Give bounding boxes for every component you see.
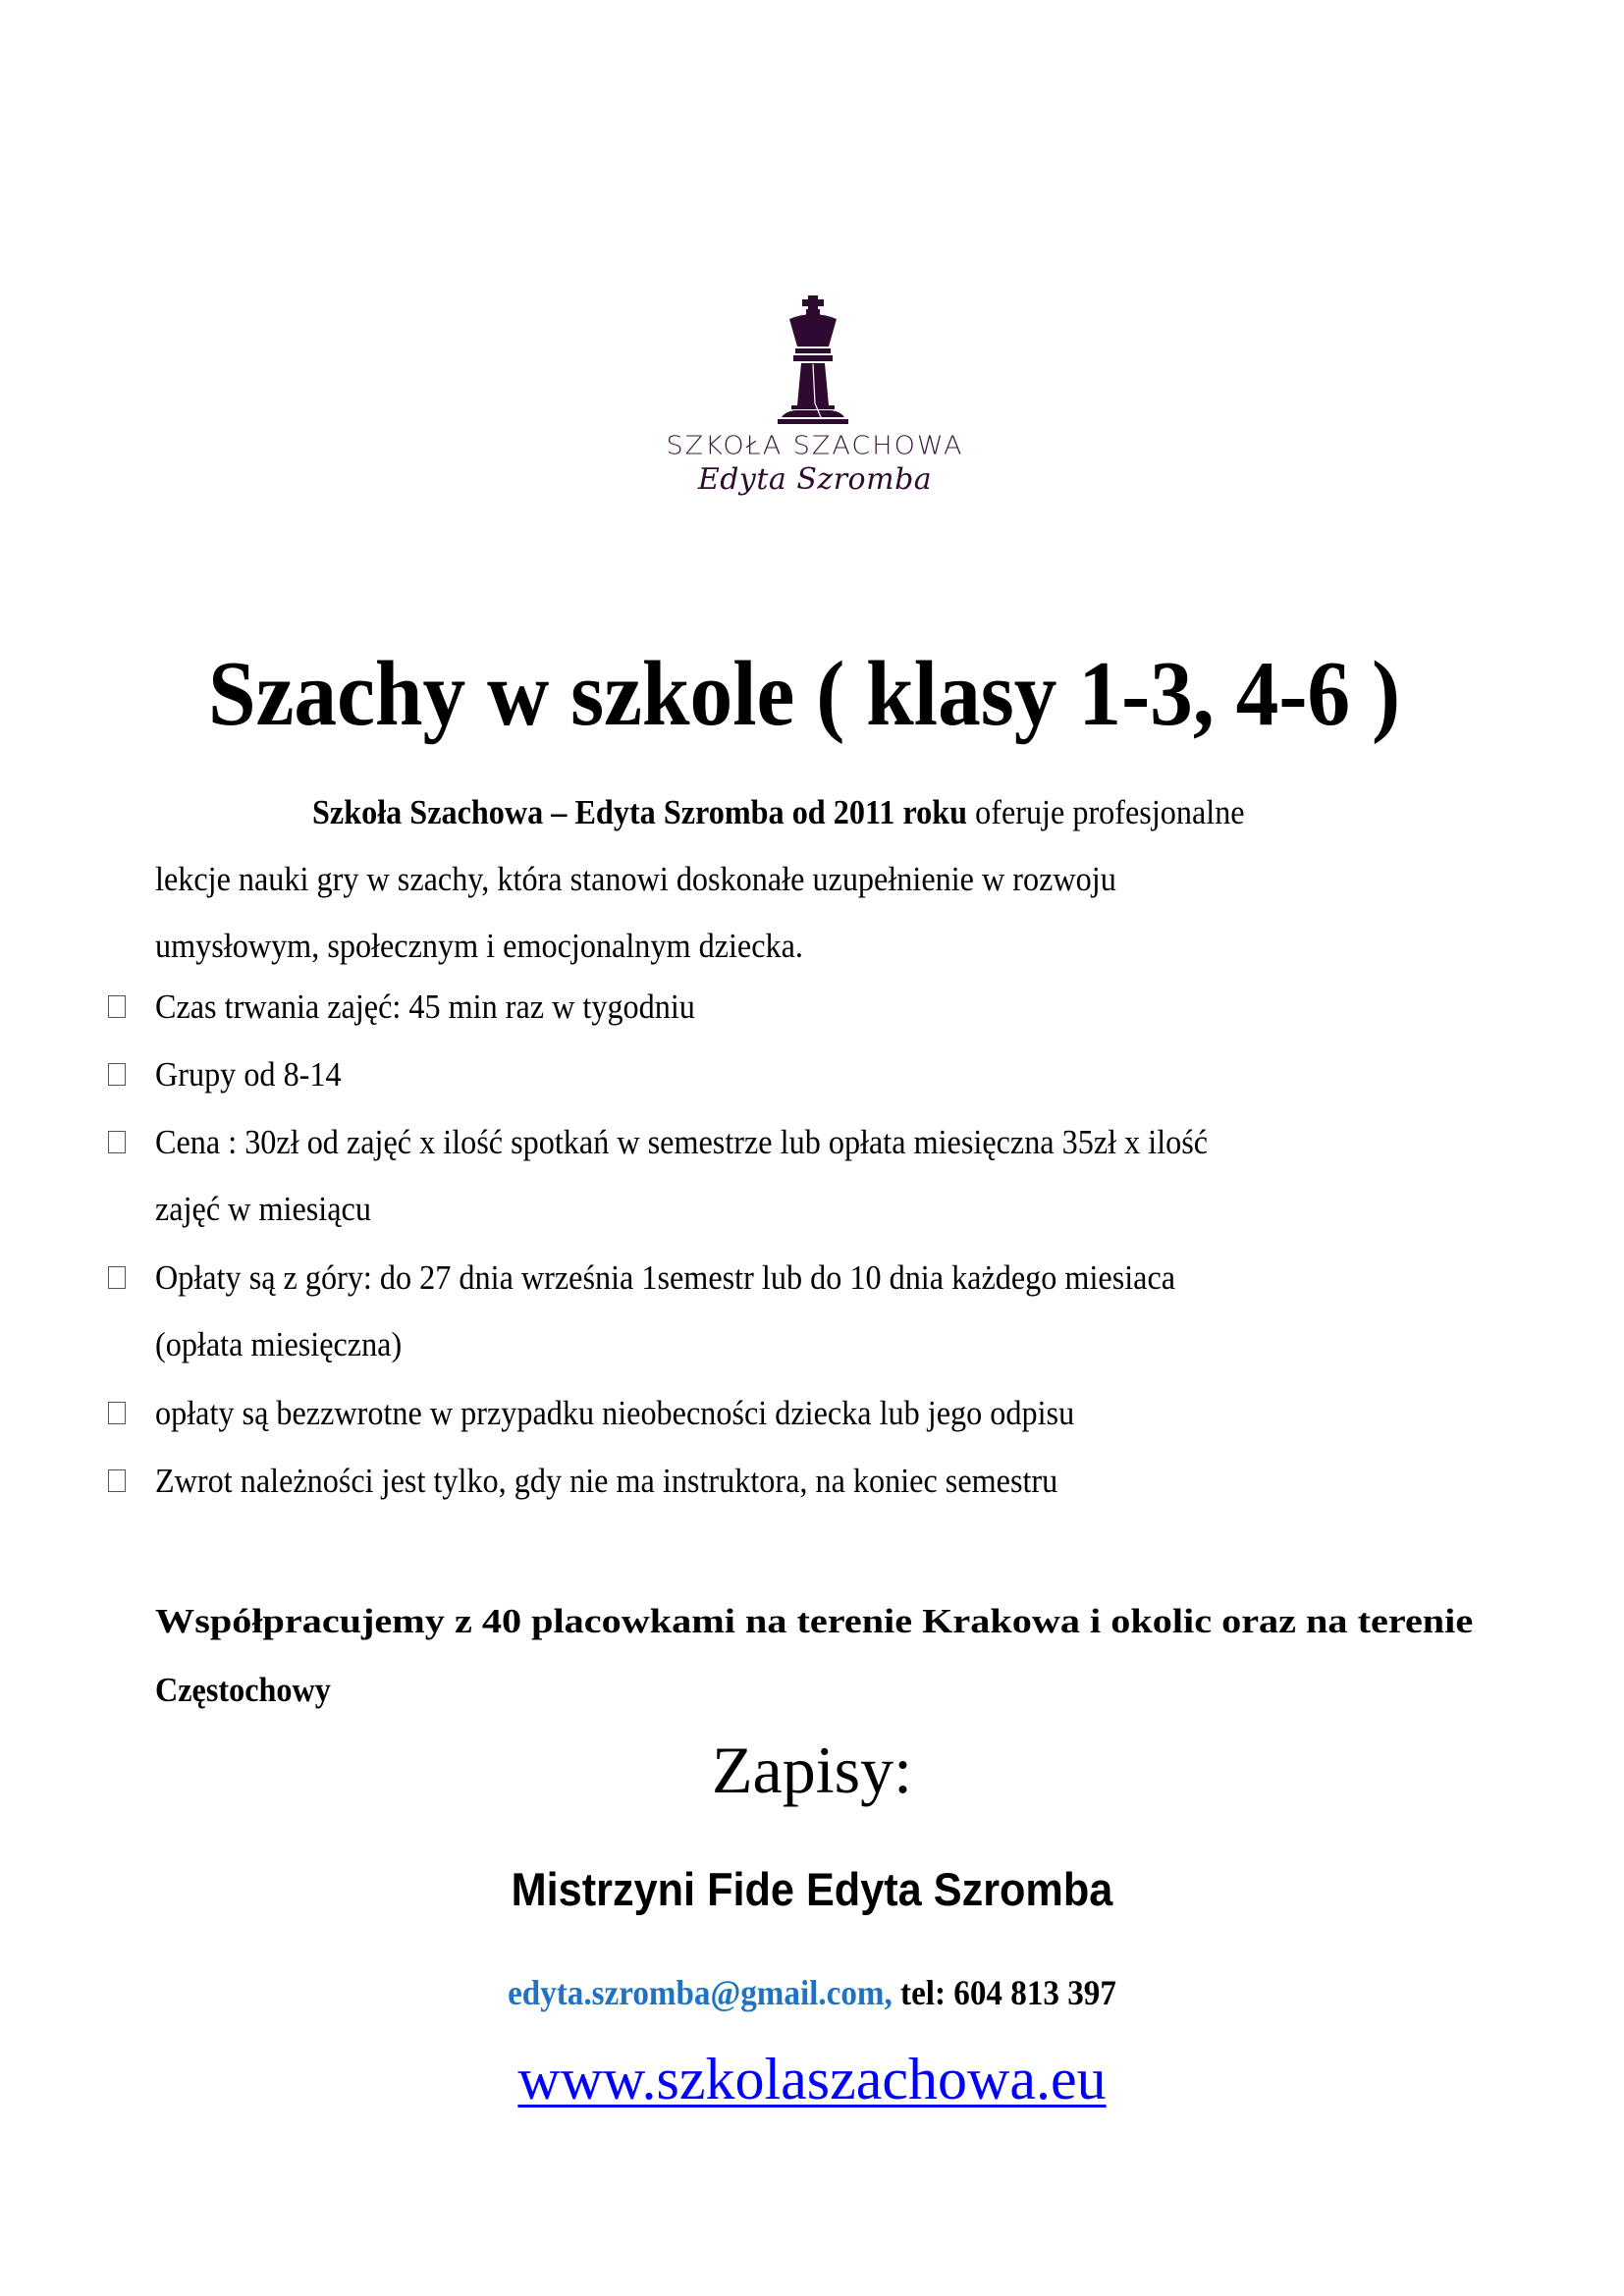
cooperation-line-2: Częstochowy bbox=[155, 1671, 331, 1709]
instructor-name: Mistrzyni Fide Edyta Szromba bbox=[511, 1863, 1113, 1915]
missing-glyph-bullet-icon bbox=[108, 995, 126, 1018]
missing-glyph-bullet-icon bbox=[108, 1063, 126, 1086]
missing-glyph-bullet-icon bbox=[108, 1402, 126, 1424]
missing-glyph-bullet-icon bbox=[108, 1131, 126, 1153]
school-logo bbox=[628, 291, 1001, 516]
list-item-text: Grupy od 8-14 bbox=[155, 1055, 342, 1094]
intro-line-1 bbox=[312, 793, 1245, 832]
contact-line bbox=[65, 1971, 1559, 2014]
list-item-text: opłaty są bezzwrotne w przypadku nieobecności dziecka lub jego odpisu bbox=[155, 1394, 1075, 1432]
list-item-text: Czas trwania zajęć: 45 min raz w tygodniu bbox=[155, 988, 695, 1026]
logo-owner-name: Edyta Szromba bbox=[697, 462, 933, 497]
phone-number: tel: 604 813 397 bbox=[892, 1973, 1116, 2012]
missing-glyph-bullet-icon bbox=[108, 1469, 126, 1492]
signup-heading: Zapisy: bbox=[712, 1733, 912, 1807]
cooperation-line-1: Współpracujemy z 40 placowkami na terenie Krakowa i okolic oraz na terenie bbox=[155, 1602, 1474, 1640]
website-line bbox=[0, 2044, 1624, 2114]
chess-king-icon bbox=[776, 295, 850, 425]
missing-glyph-bullet-icon bbox=[108, 1266, 126, 1289]
list-item-text: Zwrot należności jest tylko, gdy nie ma instruktora, na koniec semestru bbox=[155, 1462, 1058, 1500]
list-item-text: Opłaty są z góry: do 27 dnia września 1semestr lub do 10 dnia każdego miesiaca bbox=[155, 1258, 1176, 1297]
page-title: Szachy w szkole ( klasy 1-3, 4-6 ) bbox=[208, 643, 1401, 745]
intro-line-3: umysłowym, społecznym i emocjonalnym dziecka. bbox=[155, 927, 803, 965]
list-item-text-continued: (opłata miesięczna) bbox=[155, 1325, 403, 1363]
intro-line-1-rest: oferuje profesjonalne bbox=[967, 793, 1245, 831]
intro-line-2: lekcje nauki gry w szachy, która stanowi doskonałe uzupełnienie w rozwoju bbox=[155, 860, 1116, 898]
logo-school-name: SZKOŁA SZACHOWA bbox=[666, 431, 964, 461]
email-link[interactable]: edyta.szromba@gmail.com, bbox=[508, 1973, 893, 2012]
list-item-text-continued: zajęć w miesiącu bbox=[155, 1190, 371, 1228]
list-item-text: Cena : 30zł od zajęć x ilość spotkań w semestrze lub opłata miesięczna 35zł x ilość bbox=[155, 1123, 1209, 1161]
intro-bold-school: Szkoła Szachowa – Edyta Szromba od 2011 roku bbox=[312, 793, 968, 831]
website-link[interactable]: www.szkolaszachowa.eu bbox=[517, 2047, 1107, 2111]
